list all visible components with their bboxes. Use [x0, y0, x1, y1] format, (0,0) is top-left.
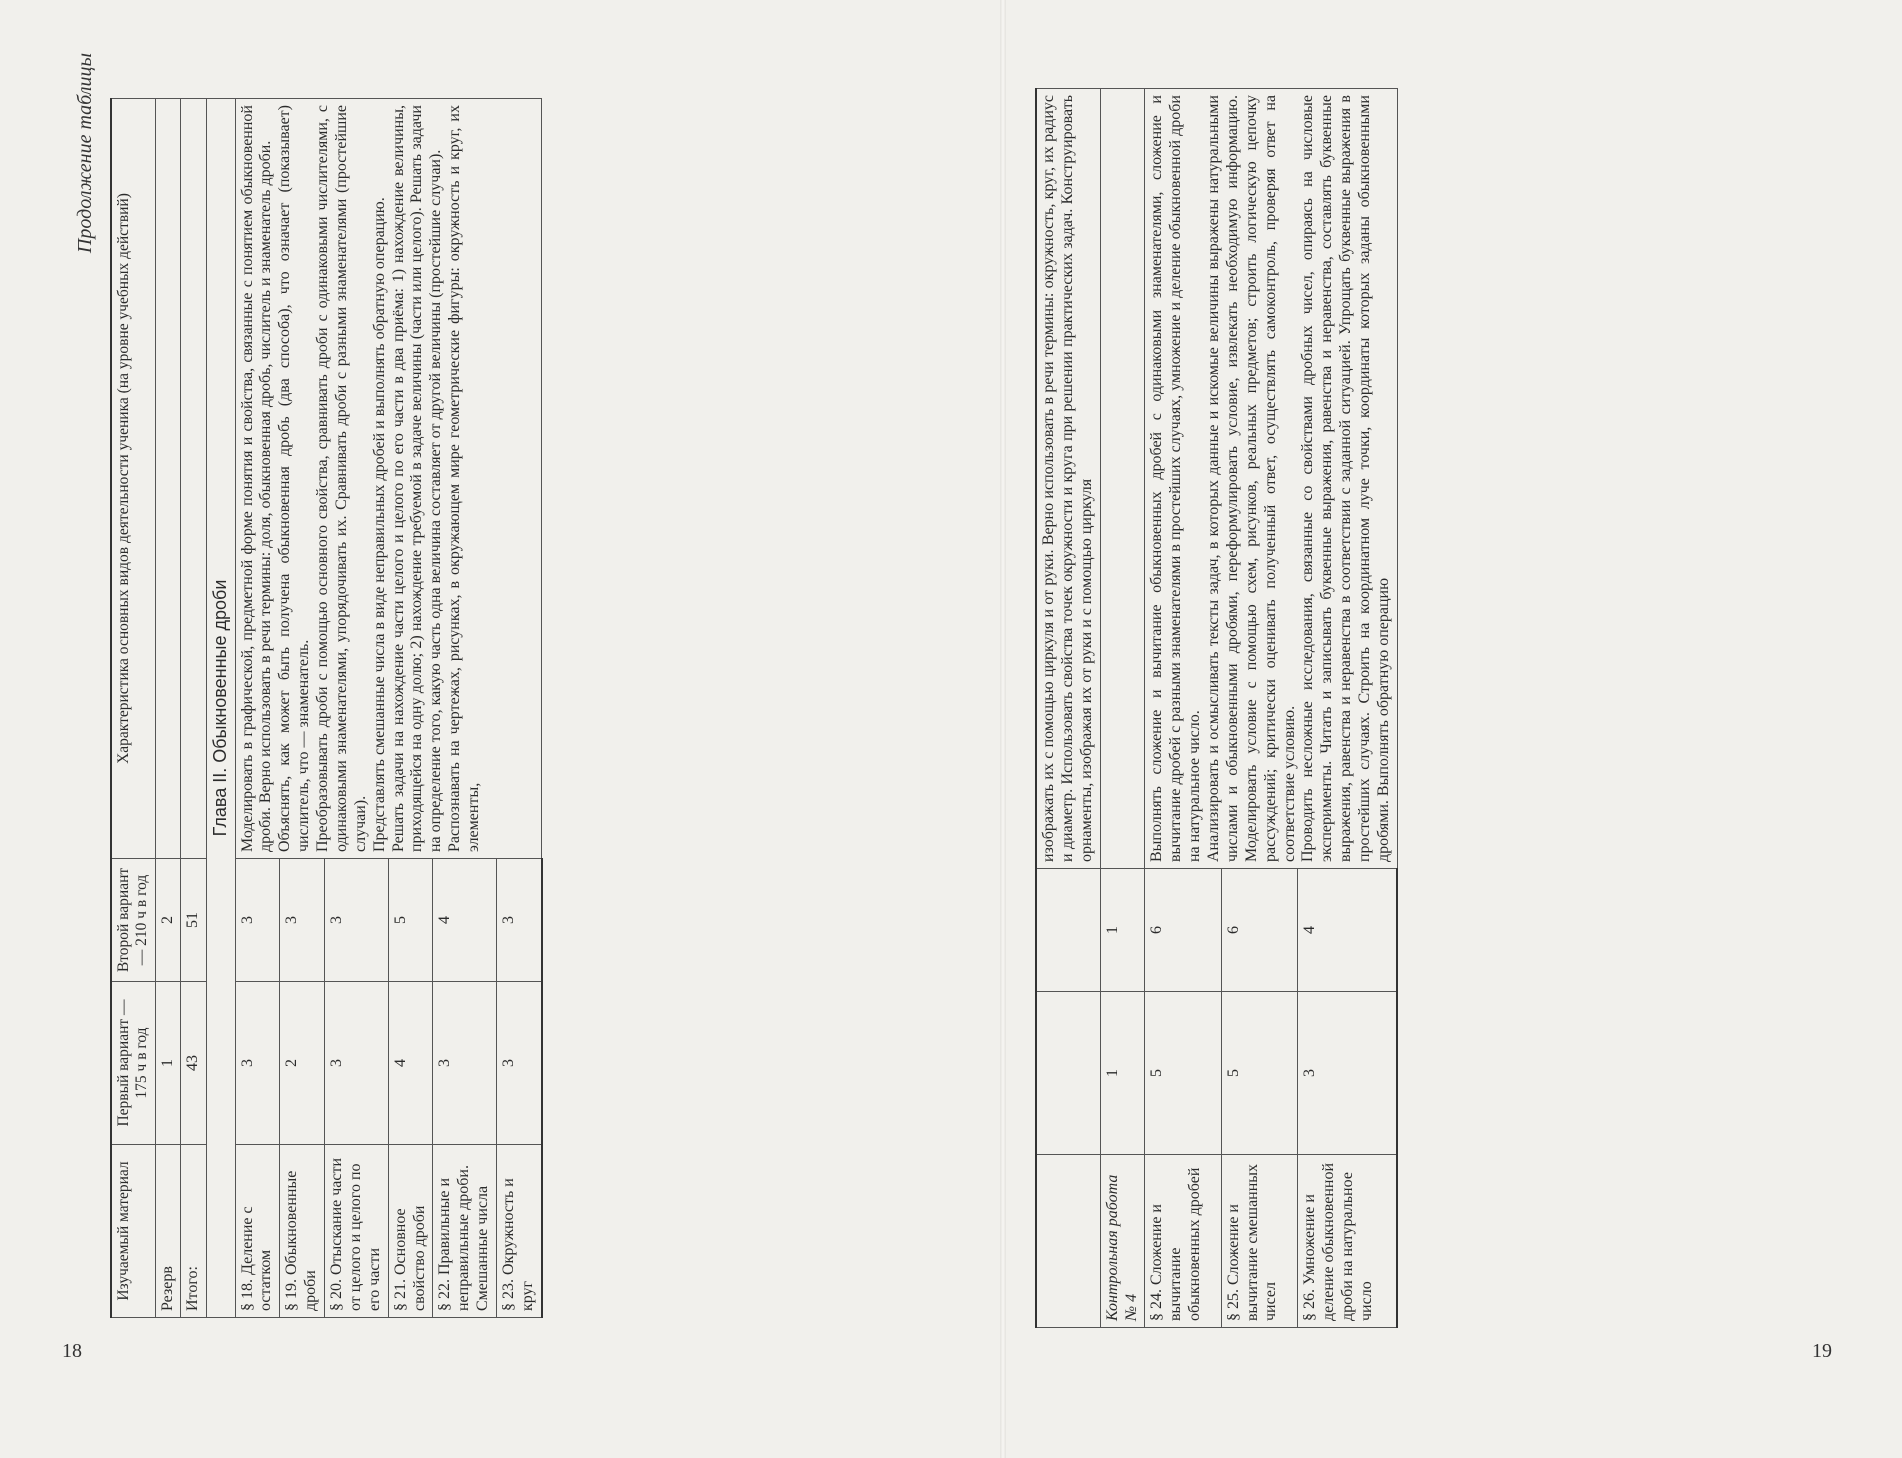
desc-paragraph: Преобразовывать дроби с помощью основного свойства, сравнивать дроби с одинаковыми числителями, с одинаковыми знаменателями, упорядочивать их. Сравнивать дроби с разными знаменателями (простейшие случаи).	[314, 105, 369, 852]
row-topic: § 24. Сложение и вычитание обыкновенных дробей	[1145, 1155, 1221, 1328]
row-v2: 3	[325, 859, 389, 982]
row-v2: 5	[388, 859, 433, 982]
row-v1: 1	[1100, 992, 1145, 1155]
schedule-table-left	[110, 98, 543, 1318]
row-topic: Итого:	[181, 1145, 207, 1318]
row-v1: 3	[235, 982, 280, 1145]
row-v1: 1	[155, 982, 181, 1145]
row-desc	[1100, 89, 1145, 869]
row-v2: 4	[1298, 869, 1398, 992]
row-topic	[1036, 1155, 1100, 1328]
row-v1: 5	[1221, 992, 1297, 1155]
table-row	[1100, 89, 1145, 1328]
desc-paragraph: Объяснять, как может быть получена обыкновенная дробь (два способа), что означает (показывает) числитель, что — знаменатель.	[276, 105, 313, 852]
row-v1: 3	[433, 982, 497, 1145]
row-topic: Контрольная работа № 4	[1100, 1155, 1145, 1328]
row-v1: 4	[388, 982, 433, 1145]
row-v2: 6	[1145, 869, 1221, 992]
row-desc	[1145, 89, 1397, 869]
page-number-right: 19	[1812, 1340, 1832, 1362]
row-topic: § 18. Деление с остатком	[235, 1145, 280, 1318]
continuation-title: Продолжение таблицы	[74, 53, 96, 254]
header-variant2: Второй вариант — 210 ч в год	[111, 859, 155, 982]
table-row	[235, 99, 280, 1318]
page-left	[70, 43, 920, 1338]
row-topic: § 23. Окружность и круг	[497, 1145, 542, 1318]
table-header-row	[111, 99, 155, 1318]
chapter-row	[207, 99, 235, 1318]
header-topic: Изучаемый материал	[111, 1145, 155, 1318]
desc-paragraph: изображать их с помощью циркуля и от руки. Верно использовать в речи термины: окружность, круг, их радиус и диаметр. Использовать свойства точек окружности и круга при решении практических задач. Конструировать орнаменты, изображая их от руки и с помощью циркуля	[1040, 95, 1095, 862]
row-v1: 3	[497, 982, 542, 1145]
row-topic: § 26. Умножение и деление обыкновенной дроби на натуральное число	[1298, 1155, 1398, 1328]
table-row	[1036, 89, 1100, 1328]
desc-paragraph: Выполнять сложение и вычитание обыкновенных дробей с одинаковыми знаменателями, сложение и вычитание дробей с разными знаменателями в простейших случаях, умножение и деление обыкновенной дроби на натуральное число.	[1148, 95, 1204, 862]
row-v2: 3	[280, 859, 325, 982]
header-variant1: Первый вариант — 175 ч в год	[111, 982, 155, 1145]
table-row	[181, 99, 207, 1318]
chapter-title: Глава II. Обыкновенные дроби	[207, 99, 235, 1318]
desc-paragraph: Анализировать и осмысливать тексты задач, в которых данные и искомые величины выражены натуральными числами и обыкновенными дробями, переформулировать условие, извлекать необходимую информацию. Моделировать условие с помощью схем, рисунков, реальных предметов; строить логическую цепочку рассуждений; критически оценивать полученный ответ, осуществлять самоконтроль, проверяя ответ на соответствие условию.	[1205, 95, 1298, 862]
row-topic: Резерв	[155, 1145, 181, 1318]
row-desc	[1036, 89, 1100, 869]
row-v2: 3	[235, 859, 280, 982]
row-v1	[1036, 992, 1100, 1155]
table-row	[1145, 89, 1221, 1328]
row-v2	[1036, 869, 1100, 992]
row-topic: § 20. Отыскание части от целого и целого по его части	[325, 1145, 389, 1318]
row-v2: 3	[497, 859, 542, 982]
page-right	[1025, 43, 1875, 1338]
row-topic: § 19. Обыкновенные дроби	[280, 1145, 325, 1318]
book-gutter	[1000, 0, 1006, 1458]
row-v2: 1	[1100, 869, 1145, 992]
row-v2: 2	[155, 859, 181, 982]
desc-paragraph: Решать задачи на нахождение части целого и целого по его части в два приёма: 1) нахождение величины, приходящейся на одну долю; 2) нахождение требуемой в задаче величины (части или целого). Решать задачи на определение того, какую часть одна величина составляет от другой величины (простейшие случаи).	[389, 105, 445, 852]
row-desc	[181, 99, 207, 859]
row-topic: § 25. Сложение и вычитание смешанных чисел	[1221, 1155, 1297, 1328]
schedule-table-right	[1035, 88, 1398, 1328]
row-topic: § 21. Основное свойство дроби	[388, 1145, 433, 1318]
page-number-left: 18	[62, 1340, 82, 1362]
desc-paragraph: Представлять смешанные числа в виде неправильных дробей и выполнять обратную операцию.	[370, 197, 388, 852]
row-topic: § 22. Правильные и неправильные дроби. Смешанные числа	[433, 1145, 497, 1318]
row-v2: 4	[433, 859, 497, 982]
row-desc	[155, 99, 181, 859]
row-v2: 51	[181, 859, 207, 982]
header-activity: Характеристика основных видов деятельности ученика (на уровне учебных действий)	[111, 99, 155, 859]
row-v1: 3	[325, 982, 389, 1145]
row-v1: 43	[181, 982, 207, 1145]
table-row	[155, 99, 181, 1318]
row-v2: 6	[1221, 869, 1297, 992]
desc-paragraph: Распознавать на чертежах, рисунках, в окружающем мире геометрические фигуры: окружность и круг, их элементы,	[446, 105, 483, 852]
row-v1: 2	[280, 982, 325, 1145]
desc-paragraph: Проводить несложные исследования, связанные со свойствами дробных чисел, опираясь на числовые эксперименты. Читать и записывать буквенные выражения, равенства и неравенства, составлять буквенные выражения, равенства и неравенства в соответствии с заданной ситуацией. Упрощать буквенные выражения в простейших случаях. Строить на координатном луче точки, координаты которых заданы обыкновенными дробями. Выполнять обратную операцию	[1299, 95, 1392, 862]
row-v1: 5	[1145, 992, 1221, 1155]
row-desc	[235, 99, 542, 859]
desc-paragraph: Моделировать в графической, предметной форме понятия и свойства, связанные с понятием обыкновенной дроби. Верно использовать в речи термины: доля, обыкновенная дробь, числитель и знаменатель дроби.	[238, 105, 275, 852]
row-v1: 3	[1298, 992, 1398, 1155]
